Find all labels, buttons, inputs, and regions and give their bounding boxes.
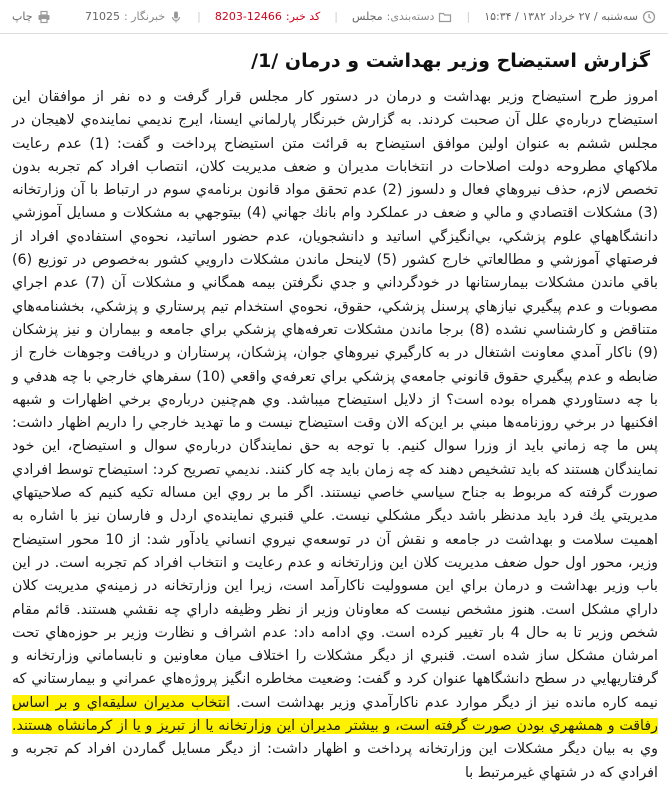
article-meta-bar <box>0 0 668 34</box>
article-body <box>12 86 658 785</box>
category-item <box>352 10 452 24</box>
news-code-value: 8203-12466 <box>214 10 282 23</box>
print-button[interactable] <box>12 10 51 24</box>
date-text: سه‌شنبه / ۲۷ خرداد ۱۳۸۲ / ۱۵:۳۴ <box>484 10 638 23</box>
date-item <box>484 10 656 24</box>
article-body-text: امروز طرح استيضاح وزير بهداشت و درمان در دستور كار مجلس قرار گرفت و ده نفر از موافقان اين استيضاح درباره‌ي علل آن صحبت كردند. به گزارش خبرنگار پارلماني ايسنا، ايرج نديمي نماينده‌ي لاهيجان در مجلس ششم به عنوان اولين موافق استيضاح به قرائت متن استيضاح پرداخت و گفت: (1) عدم رعايت ملاكهاي مطروحه دولت اصلاحات در انتخابات مديران و ضعف مديريت كلان، انتصاب افراد كم تجربه بدون تخصص لازم، حذف نيروهاي فعال و دلسوز (2) عدم تحقق مواد قانون برنامه‌ي سوم در ارتباط با آن وزارتخانه (3) مشكلات اقتصادي و مالي و ضعف در عملكرد وام بانك جهاني (4) بيتوجهي به مشكلات و مسايل آموزشي دانشگاههاي علوم پزشكي، بي‌انگيزگي اساتيد و دانشجويان، عدم حضور اساتيد، نحوه‌ي استفاده‌ي افراد از فرصتهاي آموزشي و مطالعاتي خارج كشور (5) لاينحل ماندن مشكلات دارويي كشور به‌خصوص در توزيع (6) باقي ماندن مشكلات بيمارستانها در خودگرداني و جدي نگرفتن بيمه همگاني و مشكلات آن (7) عدم اجراي مصوبات و عدم پيگيري نيازهاي پرسنل پزشكي، حقوق، نحوه‌ي استخدام تيم پرستاري و پزشكي، بخشنامه‌هاي متناقض و كارشناسي نشده (8) برجا ماندن مشكلات تعرفه‌هاي پزشكي براي جامعه و بيماران و نيز پزشكان (9) ناكار آمدي معاونت اشتغال در به كارگيري نيروهاي جوان، پزشكان، پرستاران و دريافت وجوهات خارج از ضابطه و عدم پيگيري حقوق قانوني جامعه‌ي پزشكي براي تعرفه‌ي واقعي (10) سفرهاي خارجي با چه هدفي و با چه دستاوردي همراه بوده است؟ از دلايل استيضاح ميباشد. وي هم‌چنين درباره‌ي برخي اظهارات و شبهه افكنيها در برخي روزنامه‌ها مبني بر اين‌كه الان وقت استيضاح نيست و ما تهديد خارجي را داريم اظهار داشت: پس ما چه زماني بايد از وزرا سوال كنيم. با توجه به حق نمايندگان درباره‌ي سوال و استيضاح، اين خود نمايندگان هستند كه بايد تشخيص دهند كه چه زمان بايد چه كار كنند. نديمي تصريح كرد: استيضاح توسط افرادي صورت گرفته كه مربوط به جناح سياسي خاصي نيستند. اگر ما بر روي اين مساله تكيه كنيم كه صلاحيتهاي مديريتي يك فرد بايد مدنظر باشد ديگر مشكلي نيست. علي قنبري نماينده‌ي اردل و فارسان نيز با اشاره به اهميت سلامت و بهداشت در جامعه و نقش آن در توسعه‌ي نيروي انساني يادآور شد: از 10 محور استيضاح وزير، محور اول حول ضعف مديريت كلان اين وزارتخانه و عدم رعايت و انتخاب افراد كم تجربه است. در اين باب وزير بهداشت و درمان براي اين مسووليت ناكارآمد است، زيرا اين وزارتخانه در زمينه‌ي مديريت كلان داراي مشكل است. هنوز مشخص نيست كه معاونان وزير از نظر وظيفه داراي چه نقشي هستند. قائم مقام شخص وزير تا به حال 4 بار تغيير كرده است. وي ادامه داد: عدم اشراف و نظارت وزير بر حوزه‌هاي تحت امرشان مشكل ساز شده است. قنبري از ديگر مشكلات را اختلاف ميان معاونين و نابساماني وزارتخانه و گرفتاريهايي در سطح دانشگاهها عنوان كرد و گفت: وضعيت مخاطره انگيز پروژه‌هاي عمراني و بيمارستاني كه نيمه كاره مانده نيز از ديگر موارد عدم ناكارآمدي وزير بهداشت است. <box>12 89 659 711</box>
folder-icon <box>438 10 452 24</box>
print-label: چاپ <box>12 10 33 23</box>
highlighted-sentence: انتخاب مديران سليقه‌اي و بر اساس رفاقت و همشهري بودن صورت گرفته است، و بيشتر مديران اين وزارتخانه يا از تبريز و يا از كرمانشاه هستند. <box>12 694 658 735</box>
news-code-label: کد خبر: <box>285 10 321 23</box>
meta-divider: | <box>334 10 338 23</box>
reporter-item <box>85 10 183 24</box>
news-code-item <box>215 10 320 23</box>
category-link[interactable]: مجلس <box>351 10 383 23</box>
article-body-text-continued: وي به بيان ديگر مشكلات اين وزارتخانه پرداخت و اظهار داشت: از ديگر مسايل گماردن افراد كم تجربه و افرادي كه در شتهاي غيرمرتبط با <box>12 741 658 781</box>
microphone-icon <box>169 10 183 24</box>
reporter-value: 71025 <box>84 10 120 23</box>
clock-icon <box>642 10 656 24</box>
meta-divider: | <box>466 10 471 23</box>
article-title: گزارش استيضاح وزير بهداشت و درمان /1/ <box>251 50 650 72</box>
meta-divider: | <box>197 10 201 23</box>
reporter-label: خبرنگار : <box>123 10 166 23</box>
category-label: دسته‌بندی: <box>386 10 435 23</box>
printer-icon <box>37 10 51 24</box>
